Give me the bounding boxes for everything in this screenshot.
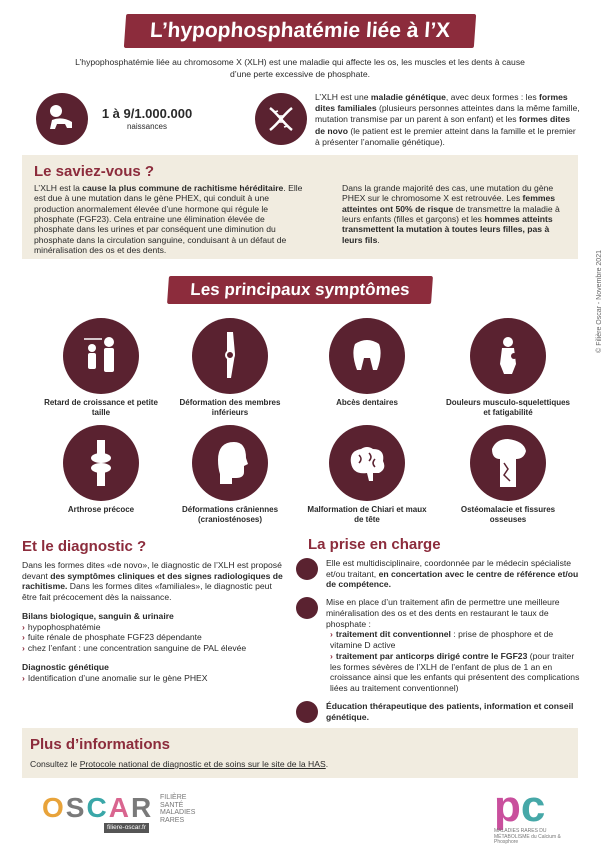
symptom-dental: Abcès dentaires xyxy=(302,318,432,408)
symptom-osteomalacia: Ostéomalacie et fissures osseuses xyxy=(443,425,573,525)
back-pain-icon xyxy=(470,318,546,394)
growth-icon xyxy=(63,318,139,394)
page-title: L’hypophosphatémie liée à l’X xyxy=(124,14,476,48)
pc-logo: pc MALADIES RARES DU MÉTABOLISME du Calcium & Phosphore xyxy=(494,782,561,845)
list-item: › chez l’enfant : une concentration sanguine de PAL élevée xyxy=(22,643,287,654)
prise-item: Mise en place d’un traitement afin de permettre une meilleure minéralisation des os et des dents en restaurant le taux de phosphate : › traitement dit conventionnel : prise de phosphore et de vitamine D active › traitement par anticorps dirigé contre le FGF23 (pour traiter les formes sévères de l’XLH de l’enfant de plus de 1 an en croissance ainsi que les enfants qui présentent des complications liées au traitement conventionnel) xyxy=(296,597,586,694)
pill-icon xyxy=(296,597,318,619)
dna-icon xyxy=(255,93,307,145)
diagnostic-text: Dans les formes dites «de novo», le diagnostic de l’XLH est proposé devant des symptômes cliniques et des signes radiologiques de rachitisme. Dans les formes dites «familiales», le diagnostic peut être fait précocement dès la naissance. xyxy=(22,560,283,603)
saviez-col2: Dans la grande majorité des cas, une mutation du gène PHEX sur le chromosome X est retrouvée. Les femmes atteintes ont 50% de risque de transmettre la maladie à leurs enfants (filles et garçons) et les hommes atteints transmettent la mutation à toutes leurs filles, pas à leurs fils. xyxy=(342,183,560,245)
info-text: Consultez le Protocole national de diagnostic et de soins sur le site de la HAS. xyxy=(30,759,329,769)
symptom-pain: Douleurs musculo-squelettiques et fatigabilité xyxy=(443,318,573,418)
symptom-cranial: Déformations crâniennes (craniosténoses) xyxy=(165,425,295,525)
baby-icon xyxy=(36,93,88,145)
handshake-icon xyxy=(296,701,318,723)
brain-icon xyxy=(329,425,405,501)
prevalence-value: 1 à 9/1.000.000 xyxy=(101,106,193,121)
saviez-col1: L’XLH est la cause la plus commune de rachitisme héréditaire. Elle est due à une mutation dans le gène PHEX, qui conduit à une production anormalement élevée d’une hormone qui régule le phosphate (FGF23). Cela entraine une élimination élevée de phosphate dans les urines et par conséquent une diminution du phosphate dans la circulation sanguine, conduisant à un défaut de minéralisation des os et des dents. xyxy=(34,183,303,255)
prise-item: Elle est multidisciplinaire, coordonnée par le médecin spécialiste et/ou traitant, en concertation avec le centre de référence et/ou de compétence. xyxy=(296,558,586,590)
oscar-url: filiere-oscar.fr xyxy=(104,823,149,833)
prevalence-stat xyxy=(92,106,202,132)
prise-section xyxy=(296,558,586,729)
symptom-limbs: Déformation des membres inférieurs xyxy=(165,318,295,418)
info-heading: Plus d’informations xyxy=(30,736,171,753)
tooth-icon xyxy=(329,318,405,394)
team-icon xyxy=(296,558,318,580)
prise-item: Éducation thérapeutique des patients, information et conseil génétique. xyxy=(296,701,586,722)
genetic-title: Diagnostic génétique xyxy=(22,661,109,672)
side-credit: © Filière Oscar - Novembre 2021 xyxy=(596,250,603,353)
has-link[interactable]: Protocole national de diagnostic et de soins sur le site de la HAS xyxy=(79,759,326,769)
diagnostic-heading: Et le diagnostic ? xyxy=(22,538,147,555)
saviez-heading: Le saviez-vous ? xyxy=(34,163,155,180)
intro-text: L’hypophosphatémie liée au chromosome X (XLH) est une maladie qui affecte les os, les muscles et les dents à cause d’une perte excessive de phosphate. xyxy=(75,57,525,79)
bilans-title: Bilans biologique, sanguin & urinaire xyxy=(22,610,174,621)
saviez-vous-box xyxy=(22,155,578,259)
list-item: › hypophosphatémie xyxy=(22,622,287,633)
leg-bone-icon xyxy=(192,318,268,394)
prevalence-label: naissances xyxy=(126,122,168,132)
list-item: › Identification d’une anomalie sur le gène PHEX xyxy=(22,673,287,684)
bone-fissure-icon xyxy=(470,425,546,501)
diagnostic-section xyxy=(22,560,287,683)
joint-icon xyxy=(63,425,139,501)
symptom-chiari: Malformation de Chiari et maux de tête xyxy=(302,425,432,525)
symptom-growth: Retard de croissance et petite taille xyxy=(36,318,166,418)
symptom-arthrosis: Arthrose précoce xyxy=(36,425,166,515)
genetic-list xyxy=(22,673,287,684)
list-item: › fuite rénale de phosphate FGF23 dépendante xyxy=(22,632,287,643)
head-icon xyxy=(192,425,268,501)
symptoms-heading: Les principaux symptômes xyxy=(167,276,433,304)
info-box xyxy=(22,728,578,778)
oscar-logo: OSCAR FILIÈRE SANTÉ MALADIES RARES filiere-oscar.fr xyxy=(42,790,153,825)
bilans-list xyxy=(22,622,287,654)
xlh-description: L’XLH est une maladie génétique, avec deux formes : les formes dites familiales (plusieurs personnes atteintes dans la même famille, mutation transmise par un parent à son enfant) et les formes dites de novo (le patient est le premier atteint dans la famille et le premier à présenter l’anomalie génétique). xyxy=(315,92,580,147)
prise-heading: La prise en charge xyxy=(308,536,441,553)
